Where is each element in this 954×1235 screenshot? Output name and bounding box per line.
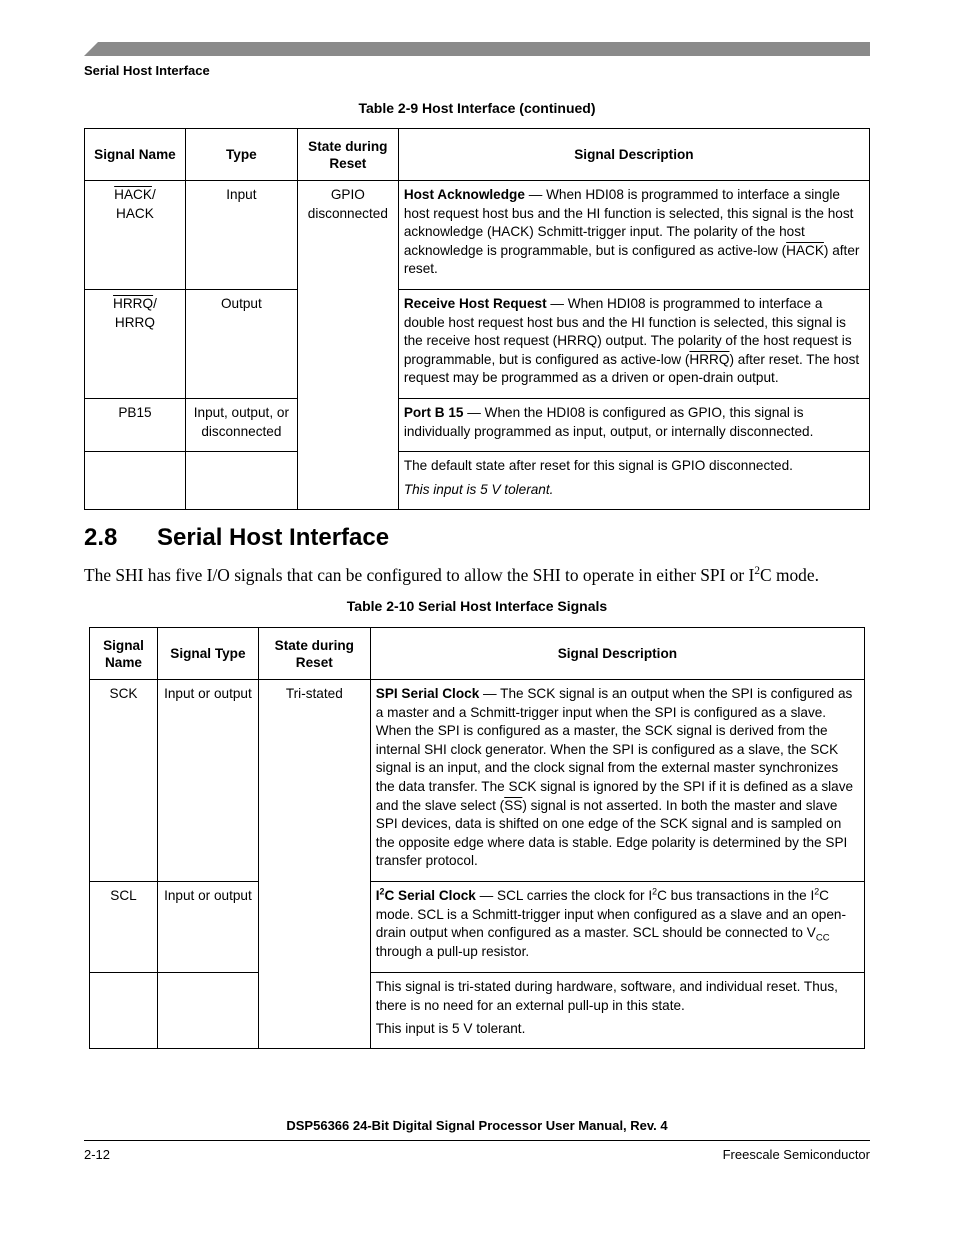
description-text: — SCL carries the clock for I xyxy=(475,888,653,903)
table-row xyxy=(90,882,865,973)
term-part: C Serial Clock xyxy=(384,888,476,903)
signal-name: HRRQ xyxy=(114,314,155,330)
table-row xyxy=(85,452,870,510)
description-text: C mode. SCL is a Schmitt-trigger input when configured as a slave and an open-drain output when configured as a master. SCL should be connected to V xyxy=(375,888,847,941)
description-term: SPI Serial Clock xyxy=(375,686,480,701)
signal-type: Input or output xyxy=(157,882,258,973)
page-number: 2-12 xyxy=(84,1147,111,1162)
section-number: 2.8 xyxy=(84,524,118,551)
description-active-low: HACK xyxy=(786,242,824,258)
table-row xyxy=(85,181,870,290)
body-text: C mode. xyxy=(760,565,819,585)
body-text: The SHI has five I/O signals that can be configured to allow the SHI to operate in either SPI or I xyxy=(84,565,755,585)
section-body xyxy=(84,565,819,586)
column-header: Type xyxy=(185,129,297,181)
footer-divider xyxy=(84,1140,870,1141)
term-part: I xyxy=(375,888,380,903)
description-term: Receive Host Request xyxy=(403,296,547,311)
table-2-10 xyxy=(89,627,865,1049)
description-text: — The SCK signal is an output when the SPI is configured as a master and a Schmitt-trigger input when the SPI is configured as a slave. When the SPI is configured as a master, the SCK signal is derived from the internal SHI clock generator. When the SPI is configured as a slave, the SCK signal is an input, and the clock signal from the external master synchronizes the data transfer. The SCK signal is ignored by the SPI if it is defined as a slave and the slave select ( xyxy=(375,686,854,813)
signal-description xyxy=(398,181,869,290)
column-header: Signal Name xyxy=(90,628,158,680)
company-name: Freescale Semiconductor xyxy=(722,1147,870,1162)
signal-description xyxy=(370,882,864,973)
description-text: — When HDI08 is programmed to interface a single host request host bus and the HI function is selected, this signal is the host acknowledge (HACK) Schmitt-trigger input. The polarity of the host acknowledge is programmable, but is configured as active-low ( xyxy=(403,187,854,258)
table-row xyxy=(90,973,865,1049)
section-title: Serial Host Interface xyxy=(157,524,390,551)
column-header: Signal Description xyxy=(370,628,864,680)
reset-state: GPIO disconnected xyxy=(297,181,398,510)
signal-type: Input xyxy=(185,181,297,290)
table-header-row xyxy=(85,129,870,181)
description-term: Host Acknowledge xyxy=(403,187,525,202)
description-text: The default state after reset for this signal is GPIO disconnected. xyxy=(403,458,793,473)
column-header: Signal Name xyxy=(85,129,186,181)
separator: / xyxy=(153,296,157,311)
table-row xyxy=(90,680,865,882)
description-text: ) signal is not asserted. In both the master and slave SPI devices, data is shifted on one edge of the SCK signal and is sampled on the opposite edge where data is stable. Edge polarity is determined by the SPI transfer protocol. xyxy=(375,797,848,869)
signal-name: HACK xyxy=(116,205,154,221)
description-text: C bus transactions in the I xyxy=(657,888,815,903)
description-active-low: $\overline{SS}$ xyxy=(504,797,523,813)
tolerance-note: This input is 5 V tolerant. xyxy=(375,1021,526,1037)
signal-name-active-low: HACK xyxy=(114,187,152,202)
empty-cell xyxy=(85,452,186,510)
description-text: This signal is tri-stated during hardware, software, and individual reset. Thus, there is no need for an external pull-up in this state. xyxy=(375,979,838,1013)
tolerance-note: This input is 5 V tolerant. xyxy=(403,481,554,497)
table-row xyxy=(85,399,870,452)
table-row xyxy=(85,290,870,399)
table-2-9-title: Table 2-9 Host Interface (continued) xyxy=(358,100,596,116)
separator: / xyxy=(151,187,156,202)
description-text: ) after reset. The host request may be programmed as a driven or open-drain output. xyxy=(403,351,860,386)
signal-type: Input, output, or disconnected xyxy=(185,399,297,452)
column-header: State during Reset xyxy=(297,129,398,181)
superscript: 2 xyxy=(379,886,385,897)
column-header: State during Reset xyxy=(258,628,370,680)
description-text: — When the HDI08 is configured as GPIO, this signal is individually programmed as input, output, or internally disconnected. xyxy=(403,405,814,439)
signal-name-cell xyxy=(85,290,186,399)
empty-cell xyxy=(157,973,258,1049)
empty-cell xyxy=(185,452,297,510)
superscript: 2 xyxy=(814,886,820,897)
table-2-10-title: Table 2-10 Serial Host Interface Signals xyxy=(346,598,608,614)
description-active-low: HRRQ xyxy=(689,351,730,367)
running-head: Serial Host Interface xyxy=(84,63,210,78)
section-heading xyxy=(84,524,389,552)
column-header: Signal Type xyxy=(157,628,258,680)
description-text: through a pull-up resistor. xyxy=(375,943,530,959)
signal-description xyxy=(370,680,864,882)
signal-name: SCL xyxy=(90,882,158,973)
signal-description xyxy=(398,290,869,399)
signal-name: SCK xyxy=(90,680,158,882)
description-term: Port B 15 xyxy=(403,405,464,420)
column-header: Signal Description xyxy=(398,129,869,181)
signal-name-active-low: HRRQ xyxy=(113,296,154,311)
table-2-9 xyxy=(84,128,870,510)
signal-description xyxy=(398,399,869,452)
table-header-row xyxy=(90,628,865,680)
footer-title: DSP56366 24-Bit Digital Signal Processor User Manual, Rev. 4 xyxy=(286,1118,668,1133)
reset-state: Tri-stated xyxy=(258,680,370,1049)
superscript: 2 xyxy=(652,886,658,897)
signal-description xyxy=(398,452,869,510)
superscript: 2 xyxy=(754,565,760,578)
description-term xyxy=(376,888,476,903)
description-text: ) after reset. xyxy=(403,242,860,277)
subscript: CC xyxy=(815,932,830,944)
signal-name: PB15 xyxy=(85,399,186,452)
signal-type: Output xyxy=(185,290,297,399)
signal-description xyxy=(370,973,864,1049)
signal-name-cell xyxy=(85,181,186,290)
signal-type: Input or output xyxy=(157,680,258,882)
header-bar xyxy=(84,42,870,56)
empty-cell xyxy=(90,973,158,1049)
description-text: — When HDI08 is programmed to interface a double host request host bus and the HI function is selected, this signal is the receive host request (HRRQ) output. The polarity of the host request is programmable, but is configured as active-low ( xyxy=(403,296,852,367)
